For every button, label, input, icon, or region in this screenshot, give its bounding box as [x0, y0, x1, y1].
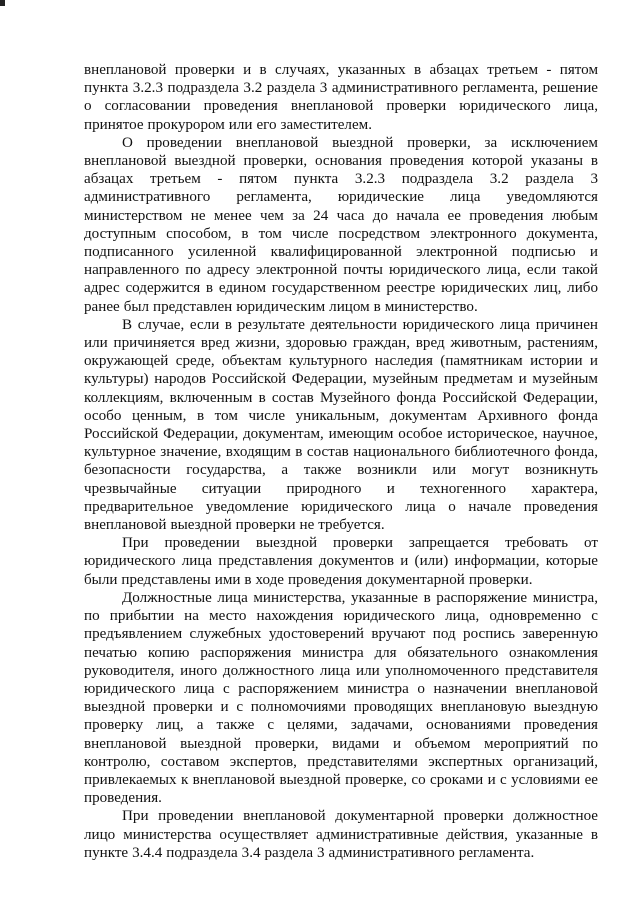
paragraph-notification: О проведении внеплановой выездной проверки, за исключением внеплановой выездной проверки, основания проведения которой указаны в абзацах третьем - пятом пункта 3.2.3 подраздела 3.2 раздела 3 административного регламента, юридические лица уведомляются министерством не менее чем за 24 часа до начала ее проведения любым доступным способом, в том числе посредством электронного документа, подписанного усиленной квалифицированной электронной подписью и направленного по адресу электронной почты юридического лица, если такой адрес содержится в едином государственном реестре юридических лиц, либо ранее был представлен юридическим лицом в министерство. [84, 134, 598, 315]
document-page [84, 61, 598, 862]
scan-corner-mark [0, 0, 5, 6]
paragraph-continuation: внеплановой проверки и в случаях, указанных в абзацах третьем - пятом пункта 3.2.3 подраздела 3.2 раздела 3 административного регламента, решение о согласовании проведения внеплановой проверки юридического лица, принятое прокурором или его заместителем. [84, 62, 598, 133]
paragraph-documentary-inspection: При проведении внеплановой документарной проверки должностное лицо министерства осуществляет административные действия, указанные в пункте 3.4.4 подраздела 3.4 раздела 3 административного регламента. [84, 808, 598, 861]
paragraph-document-request-ban: При проведении выездной проверки запрещается требовать от юридического лица представления документов и (или) информации, которые были представлены ими в ходе проведения документарной проверки. [84, 535, 598, 588]
paragraph-officials-arrival: Должностные лица министерства, указанные в распоряжение министра, по прибытии на место нахождения юридического лица, одновременно с предъявлением служебных удостоверений вручают под роспись заверенную печатью копию распоряжения министра для обязательного ознакомления руководителя, иного должностного лица или уполномоченного представителя юридического лица с распоряжением министра о назначении внеплановой выездной проверки и с полномочиями проводящих внеплановую выездную проверку лиц, а также с целями, задачами, основаниями проведения внеплановой выездной проверки, видами и объемом мероприятий по контролю, составом экспертов, представителями экспертных организаций, привлекаемых к внеплановой выездной проверке, со сроками и с условиями ее проведения. [84, 589, 598, 807]
paragraph-harm-exception: В случае, если в результате деятельности юридического лица причинен или причиняется вред жизни, здоровью граждан, вред животным, растениям, окружающей среде, объектам культурного наследия (памятникам истории и культуры) народов Российской Федерации, музейным предметам и музейным коллекциям, включенным в состав Музейного фонда Российской Федерации, особо ценным, в том числе уникальным, документам Архивного фонда Российской Федерации, документам, имеющим особое историческое, научное, культурное значение, входящим в состав национального библиотечного фонда, безопасности государства, а также возникли или могут возникнуть чрезвычайные ситуации природного и техногенного характера, предварительное уведомление юридического лица о начале проведения внеплановой выездной проверки не требуется. [84, 316, 598, 534]
